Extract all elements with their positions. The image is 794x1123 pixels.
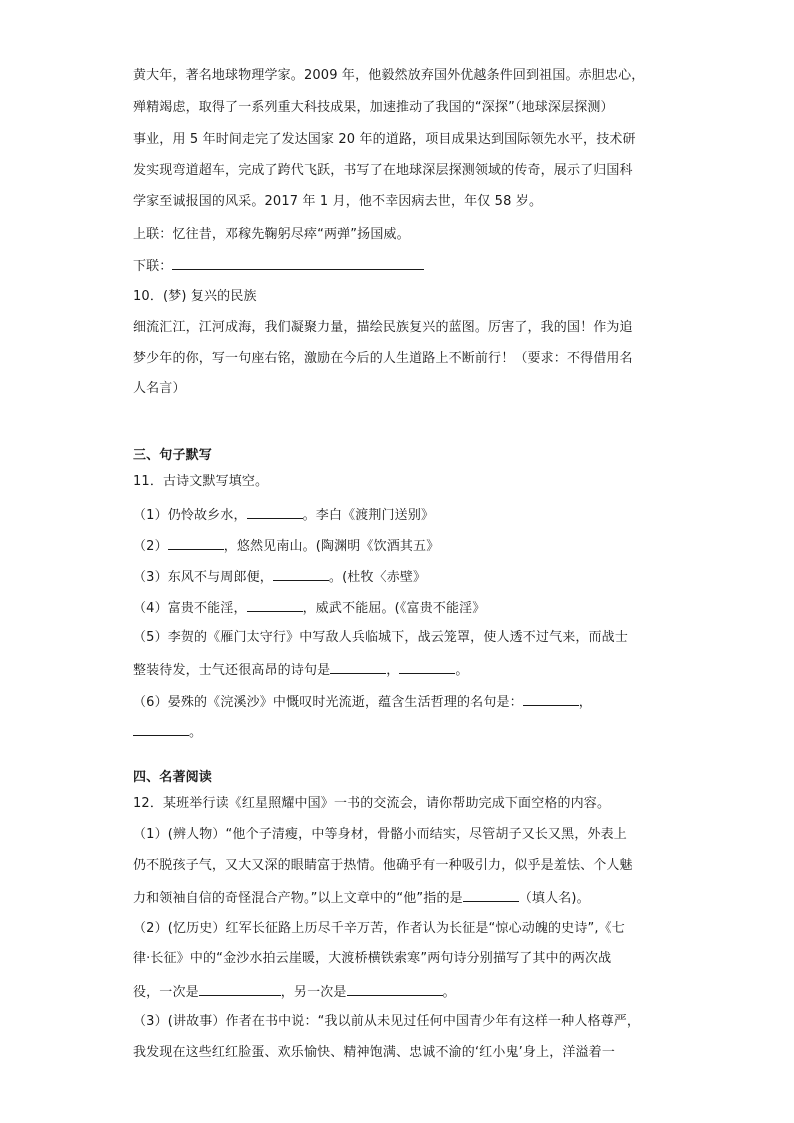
item-text: 。: [189, 725, 203, 740]
q11-item-1: [133, 505, 434, 525]
section-3-heading: 三、句子默写: [133, 448, 212, 463]
answer-blank[interactable]: [199, 982, 281, 996]
answer-blank[interactable]: [247, 598, 303, 612]
item-text: （1）仍怜故乡水，: [133, 508, 247, 523]
answer-blank[interactable]: [330, 660, 386, 674]
q12-part-2-answer-line: [133, 982, 456, 1002]
q10-line: 细流汇江，江河成海，我们凝聚力量，描绘民族复兴的蓝图。厉害了，我的国！作为追: [133, 320, 633, 335]
answer-blank[interactable]: [247, 505, 303, 519]
q12-part-3-line: （3）(讲故事）作者在书中说：“我以前从未见过任何中国青少年有这样一种人格尊严，: [133, 1014, 641, 1029]
item-text: （6）晏殊的《浣溪沙》中慨叹时光流逝，蕴含生活哲理的名句是：: [133, 695, 523, 710]
item-text: （3）东风不与周郎便，: [133, 570, 273, 585]
answer-blank[interactable]: [172, 256, 424, 270]
item-text: 役，一次是: [133, 985, 199, 1000]
passage-line: 学家至诚报国的风采。2017 年 1 月，他不幸因病去世，年仅 58 岁。: [133, 194, 543, 209]
item-text: ，另一次是: [280, 985, 347, 1000]
q12-part-1-answer-line: [133, 888, 590, 908]
answer-blank[interactable]: [133, 722, 189, 736]
item-text: 。李白《渡荆门送别》: [302, 508, 435, 523]
answer-blank[interactable]: [523, 692, 579, 706]
passage-line: 事业，用 5 年时间走完了发达国家 20 年的道路，项目成果达到国际领先水平，技术研: [133, 132, 636, 147]
item-text: 。(杜牧〈赤壁》: [328, 570, 427, 585]
couplet-lower: [133, 256, 424, 276]
item-text: ，悠然见南山。(陶渊明《饮酒其五》: [223, 539, 440, 554]
q10-line: 梦少年的你，写一句座右铭，激励在今后的人生道路上不断前行！（要求：不得借用名: [133, 351, 633, 366]
item-text: 。: [455, 663, 469, 678]
answer-blank[interactable]: [463, 888, 519, 902]
item-text: 力和领袖自信的奇怪混合产物。”以上文章中的“他”指的是: [133, 891, 463, 906]
passage-line: 发实现弯道超车，完成了跨代飞跃，书写了在地球深层探测领域的传奇，展示了归国科: [133, 163, 633, 178]
answer-blank[interactable]: [168, 536, 224, 550]
q11-item-5-line-1: （5）李贺的《雁门太守行》中写敌人兵临城下，战云笼罩，使人透不过气来，而战士: [133, 630, 628, 645]
question-10-title: 10．(梦) 复兴的民族: [133, 289, 257, 304]
q11-item-5-line-2: [133, 660, 469, 680]
q11-item-2: [133, 536, 439, 556]
item-text: 。: [442, 985, 456, 1000]
q11-item-3: [133, 567, 426, 587]
passage-line: 殚精竭虑，取得了一系列重大科技成果，加速推动了我国的“深探”（地球深层探测）: [133, 100, 614, 115]
item-text: ，威武不能屈。(《富贵不能淫》: [302, 601, 486, 616]
q12-part-1-line: （1）(辨人物）“他个子清瘦，中等身材，骨骼小而结实，尽管胡子又长又黑，外表上: [133, 827, 627, 842]
item-text: （2）: [133, 539, 168, 554]
item-text: （4）富贵不能淫，: [133, 601, 247, 616]
q12-part-2-line: 律·长征》中的“金沙水拍云崖暖，大渡桥横铁索寒”两句诗分别描写了其中的两次战: [133, 951, 612, 966]
q11-item-4: [133, 598, 485, 618]
answer-blank[interactable]: [273, 567, 329, 581]
section-4-heading: 四、名著阅读: [133, 770, 212, 785]
question-11-title: 11．古诗文默写填空。: [133, 474, 269, 489]
question-12-title: 12．某班举行读《红星照耀中国》一书的交流会，请你帮助完成下面空格的内容。: [133, 796, 611, 811]
item-text: ，: [386, 663, 400, 678]
item-text: ，: [578, 695, 592, 710]
q12-part-1-line: 仍不脱孩子气，又大又深的眼睛富于热情。他确乎有一种吸引力，似乎是羞怯、个人魅: [133, 858, 633, 873]
q10-line: 人名言）: [133, 381, 186, 396]
passage-line: 黄大年，著名地球物理学家。2009 年，他毅然放弃国外优越条件回到祖国。赤胆忠心，: [133, 68, 645, 83]
q12-part-2-line: （2）(忆历史）红军长征路上历尽千辛万苦，作者认为长征是“惊心动魄的史诗”,《七: [133, 921, 625, 936]
item-text: 整装待发，士气还很高昂的诗句是: [133, 663, 331, 678]
q11-item-6-line-1: [133, 692, 592, 712]
couplet-lower-label: 下联：: [133, 259, 173, 274]
answer-blank[interactable]: [347, 982, 443, 996]
q12-part-3-line: 我发现在这些红红脸蛋、欢乐愉快、精神饱满、忠诚不渝的‘红小鬼’身上，洋溢着一: [133, 1045, 615, 1060]
couplet-upper: 上联：忆往昔，邓稼先鞠躬尽瘁“两弹”扬国威。: [133, 227, 410, 242]
answer-blank[interactable]: [399, 660, 455, 674]
item-text: （填人名)。: [518, 891, 590, 906]
q11-item-6-line-2: [133, 722, 202, 742]
